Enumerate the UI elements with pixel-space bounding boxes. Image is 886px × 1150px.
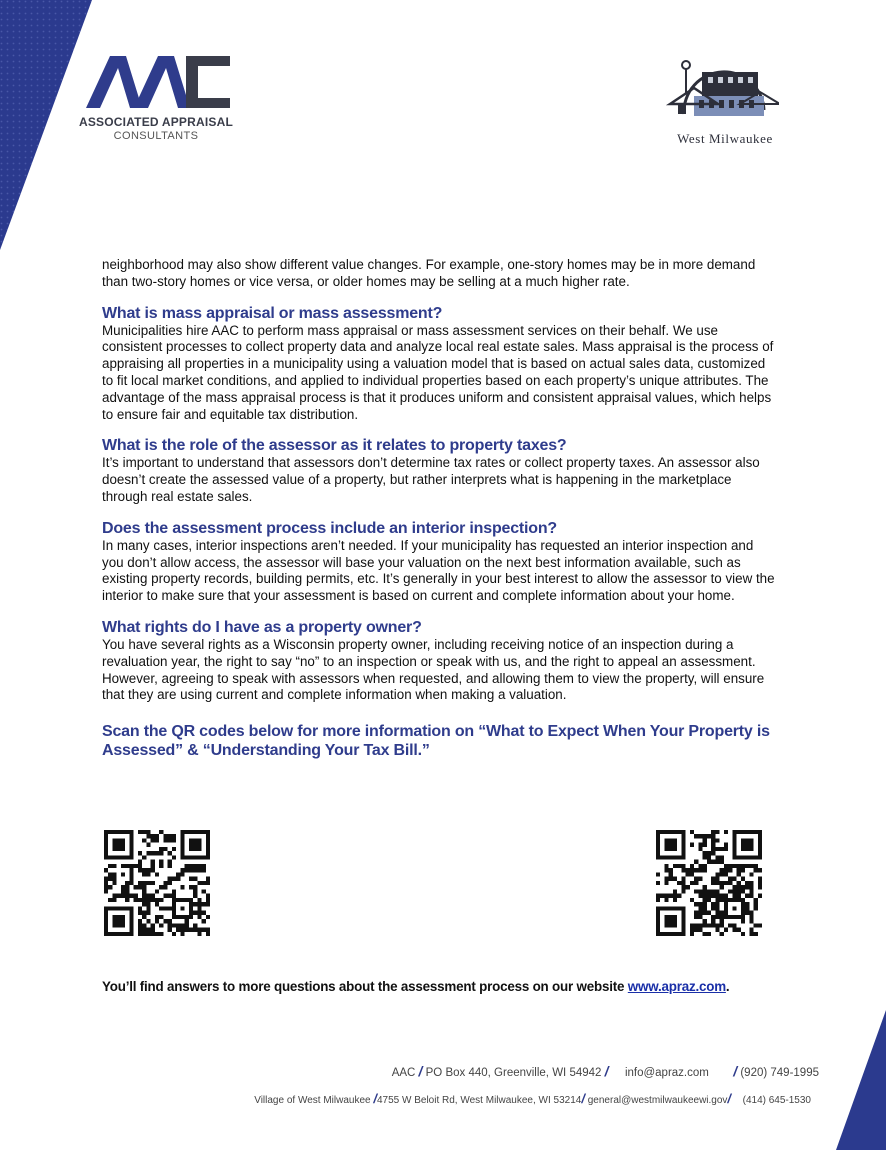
footer-email[interactable]: general@westmilwaukeewi.gov bbox=[587, 1095, 728, 1106]
qr-code-what-to-expect[interactable] bbox=[104, 830, 210, 936]
document-body bbox=[102, 257, 777, 760]
website-note-end: . bbox=[725, 979, 730, 994]
section-body: In many cases, interior inspections aren’t needed. If your municipality has requested an interior inspection and you don’t allow access, the assessor will base your valuation on the next best information available, such as existing property records, building permits, etc. It’s generally in your best interest to allow the assessor to view the interior to make sure that your assessment is based on current and complete information about your home. bbox=[102, 537, 775, 604]
aac-company-name: ASSOCIATED APPRAISAL bbox=[78, 115, 233, 129]
corner-decoration bbox=[816, 1010, 886, 1150]
footer-address: 4755 W Beloit Rd, West Milwaukee, WI 53214 bbox=[376, 1095, 582, 1106]
footer-phone: (920) 749-1995 bbox=[740, 1067, 819, 1079]
footer-separator: / bbox=[418, 1063, 423, 1079]
footer-separator: / bbox=[733, 1063, 738, 1079]
footer-village-contact bbox=[254, 1091, 811, 1106]
footer-aac-contact bbox=[392, 1063, 819, 1079]
qr-code-tax-bill[interactable] bbox=[656, 830, 762, 936]
qr-heading: Scan the QR codes below for more information on “What to Expect When Your Property is Assessed” & “Understanding Your Tax Bill.” bbox=[102, 723, 770, 760]
footer-separator: / bbox=[373, 1091, 377, 1106]
footer-address: PO Box 440, Greenville, WI 54942 bbox=[425, 1067, 602, 1079]
village-hall-icon bbox=[664, 48, 779, 128]
website-note-text: You’ll find answers to more questions about the assessment process on our website bbox=[102, 979, 628, 994]
aac-logo-mark bbox=[84, 52, 234, 112]
footer-org: Village of West Milwaukee bbox=[254, 1095, 371, 1106]
section-heading: What is mass appraisal or mass assessment? bbox=[102, 304, 443, 322]
footer-email[interactable]: info@apraz.com bbox=[624, 1067, 709, 1079]
footer-separator: / bbox=[581, 1091, 585, 1106]
west-milwaukee-logo bbox=[650, 48, 800, 153]
section-body: It’s important to understand that assessors don’t determine tax rates or collect property taxes. An assessor also doesn’t create the assessed value of a property, but rather interprets what is happening in the marketplace through real estate sales. bbox=[102, 455, 760, 504]
footer-separator: / bbox=[727, 1091, 732, 1106]
aac-logo bbox=[76, 52, 246, 147]
footer-org: AAC bbox=[391, 1067, 416, 1079]
website-note bbox=[102, 979, 802, 994]
west-milwaukee-name: West Milwaukee bbox=[677, 131, 773, 146]
section-heading: Does the assessment process include an interior inspection? bbox=[102, 519, 558, 537]
intro-paragraph: neighborhood may also show different value changes. For example, one-story homes may be in more demand than two-story homes or vice versa, or older homes may be selling at a much higher rate. bbox=[102, 257, 756, 289]
footer-phone: (414) 645-1530 bbox=[742, 1095, 811, 1106]
section-heading: What rights do I have as a property owner? bbox=[102, 618, 422, 636]
section-body: You have several rights as a Wisconsin property owner, including receiving notice of an inspection during a revaluation year, the right to say “no” to an inspection or speak with us, and the right to appeal an assessment. However, agreeing to speak with assessors when requested, and allowing them to view the property, will ensure that they are using current and complete information when making a valuation. bbox=[102, 636, 765, 703]
website-link[interactable]: www.apraz.com bbox=[627, 979, 726, 994]
aac-company-subtitle: CONSULTANTS bbox=[113, 130, 199, 142]
section-body: Municipalities hire AAC to perform mass appraisal or mass assessment services on their behalf. We use consistent processes to collect property data and analyze local real estate sales. Mass appraisal is the process of appraising all properties in a municipality using a valuation model that is based on actual sales data, customized to fit local market conditions, and applied to individual properties based on each property’s unique attributes. The advantage of the mass appraisal process is that it produces uniform and consistent appraisal values, which helps to ensure fair and equitable tax distribution. bbox=[102, 322, 774, 422]
footer-separator: / bbox=[604, 1063, 609, 1079]
section-heading: What is the role of the assessor as it relates to property taxes? bbox=[102, 437, 567, 455]
